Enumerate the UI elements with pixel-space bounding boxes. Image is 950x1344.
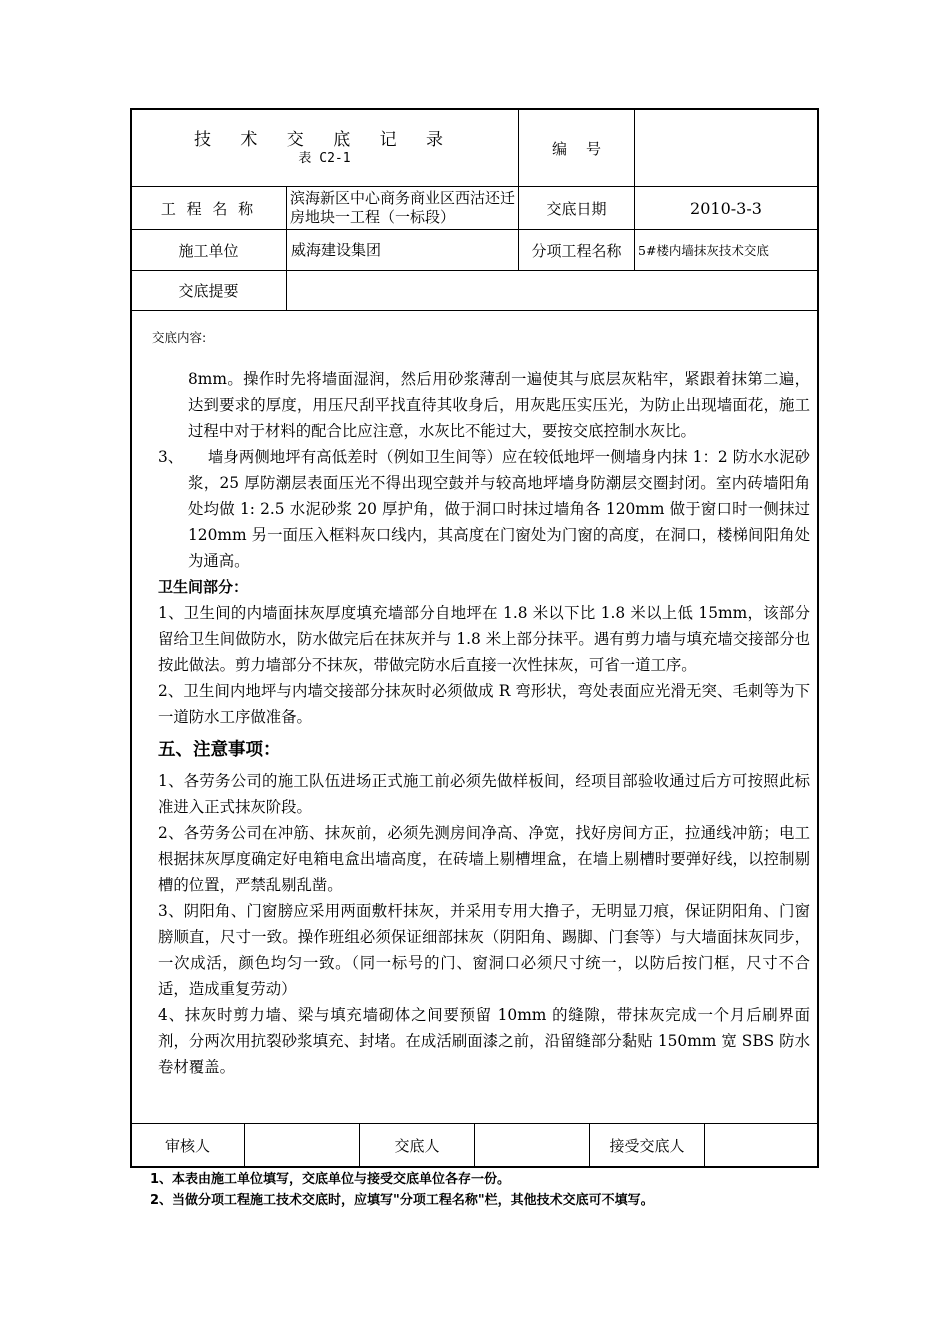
disclosure-summary-value[interactable] [287, 271, 817, 310]
number-value[interactable] [635, 110, 817, 186]
construction-unit-value: 威海建设集团 [291, 240, 382, 259]
project-name-value: 滨海新区中心商务商业区西沽还迁房地块一工程（一标段） [290, 189, 516, 226]
section5-heading: 五、注意事项： [158, 740, 281, 760]
paragraph: 2、卫生间内地坪与内墙交接部分抹灰时必须做成 R 弯形状，弯处表面应光滑无突、毛刺等为下一道防水工序做准备。 [158, 682, 810, 726]
disclosure-content-body [158, 366, 815, 1080]
row-divider [131, 310, 818, 311]
disclosure-content-label: 交底内容: [152, 330, 207, 345]
list-number: 3、 [158, 448, 184, 466]
disclosure-date-value: 2010-3-3 [690, 198, 762, 218]
bathroom-heading: 卫生间部分： [158, 578, 249, 596]
form-title: 技 术 交 底 记 录 [193, 130, 456, 150]
list-item [158, 444, 815, 574]
footnote-1: 1、本表由施工单位填写，交底单位与接受交底单位各存一份。 [150, 1172, 511, 1187]
discloser-label: 交底人 [394, 1137, 440, 1155]
paragraph: 2、各劳务公司在冲筋、抹灰前，必须先测房间净高、净宽，找好房间方正，拉通线冲筋；电工根据抹灰厚度确定好电箱电盒出墙高度，在砖墙上剔槽埋盒，在墙上剔槽时要弹好线，以控制剔槽的位置，严禁乱剔乱凿。 [158, 824, 810, 894]
paragraph: 3、阴阳角、门窗膀应采用两面敷杆抹灰，并采用专用大撸子，无明显刀痕，保证阴阳角、门窗膀顺直，尺寸一致。操作班组必须保证细部抹灰（阴阳角、踢脚、门套等）与大墙面抹灰同步，一次成活，颜色均匀一致。（同一标号的门、窗洞口必须尺寸统一，以防后按门框，尺寸不合适，造成重复劳动） [158, 902, 810, 998]
receiver-signature-field[interactable] [705, 1124, 817, 1167]
construction-unit-label: 施工单位 [178, 241, 239, 260]
paragraph: 4、抹灰时剪力墙、梁与填充墙砌体之间要预留 10mm 的缝隙，带抹灰完成一个月后刷界面剂，分两次用抗裂砂浆填充、封堵。在成活刷面漆之前，沿留缝部分黏贴 150mm 宽 SBS 防水卷材覆盖。 [158, 1006, 810, 1076]
paragraph: 8mm。操作时先将墙面湿润，然后用砂浆薄刮一遍使其与底层灰粘牢，紧跟着抹第二遍，达到要求的厚度，用压尺刮平找直待其收身后，用灰匙压实压光，为防止出现墙面花，施工过程中对于材料的配合比应注意，水灰比不能过大，要按交底控制水灰比。 [188, 370, 810, 440]
form-title-cell [131, 110, 518, 186]
discloser-signature-field[interactable] [475, 1124, 589, 1167]
list-text: 墙身两侧地坪有高低差时（例如卫生间等）应在较低地坪一侧墙身内抹 1：2 防水水泥砂浆，25 厚防潮层表面压光不得出现空鼓并与较高地坪墙身防潮层交圈封闭。室内砖墙阳角处均做 1: 2.5 水泥砂浆 20 厚护角，做于洞口时抹过墙角各 120mm 做于窗口时一侧抹过 120mm 另一面压入框料灰口线内，其高度在门窗处为门窗的高度，在洞口，楼梯间阳角处为通高。 [188, 448, 815, 570]
disclosure-date-label: 交底日期 [546, 199, 607, 218]
receiver-label: 接受交底人 [609, 1137, 685, 1155]
subproject-name-value: 5#楼内墙抹灰技术交底 [638, 242, 769, 258]
reviewer-signature-field[interactable] [245, 1124, 359, 1167]
number-label: 编 号 [551, 139, 602, 158]
paragraph: 1、卫生间的内墙面抹灰厚度填充墙部分自地坪在 1.8 米以下比 1.8 米以上低 15mm，该部分留给卫生间做防水，防水做完后在抹灰并与 1.8 米上部分抹平。遇有剪力墙与填充墙交接部分也按此做法。剪力墙部分不抹灰，带做完防水后直接一次性抹灰，可省一道工序。 [158, 604, 810, 674]
project-name-label: 工 程 名 称 [160, 199, 257, 218]
form-code: 表 C2-1 [298, 151, 351, 166]
reviewer-label: 审核人 [164, 1137, 210, 1155]
paragraph: 1、各劳务公司的施工队伍进场正式施工前必须先做样板间，经项目部验收通过后方可按照此标准进入正式抹灰阶段。 [158, 772, 810, 816]
subproject-name-label: 分项工程名称 [531, 241, 622, 260]
footnote-2: 2、当做分项工程施工技术交底时，应填写"分项工程名称"栏，其他技术交底可不填写。 [150, 1193, 654, 1208]
disclosure-summary-label: 交底提要 [178, 282, 239, 300]
